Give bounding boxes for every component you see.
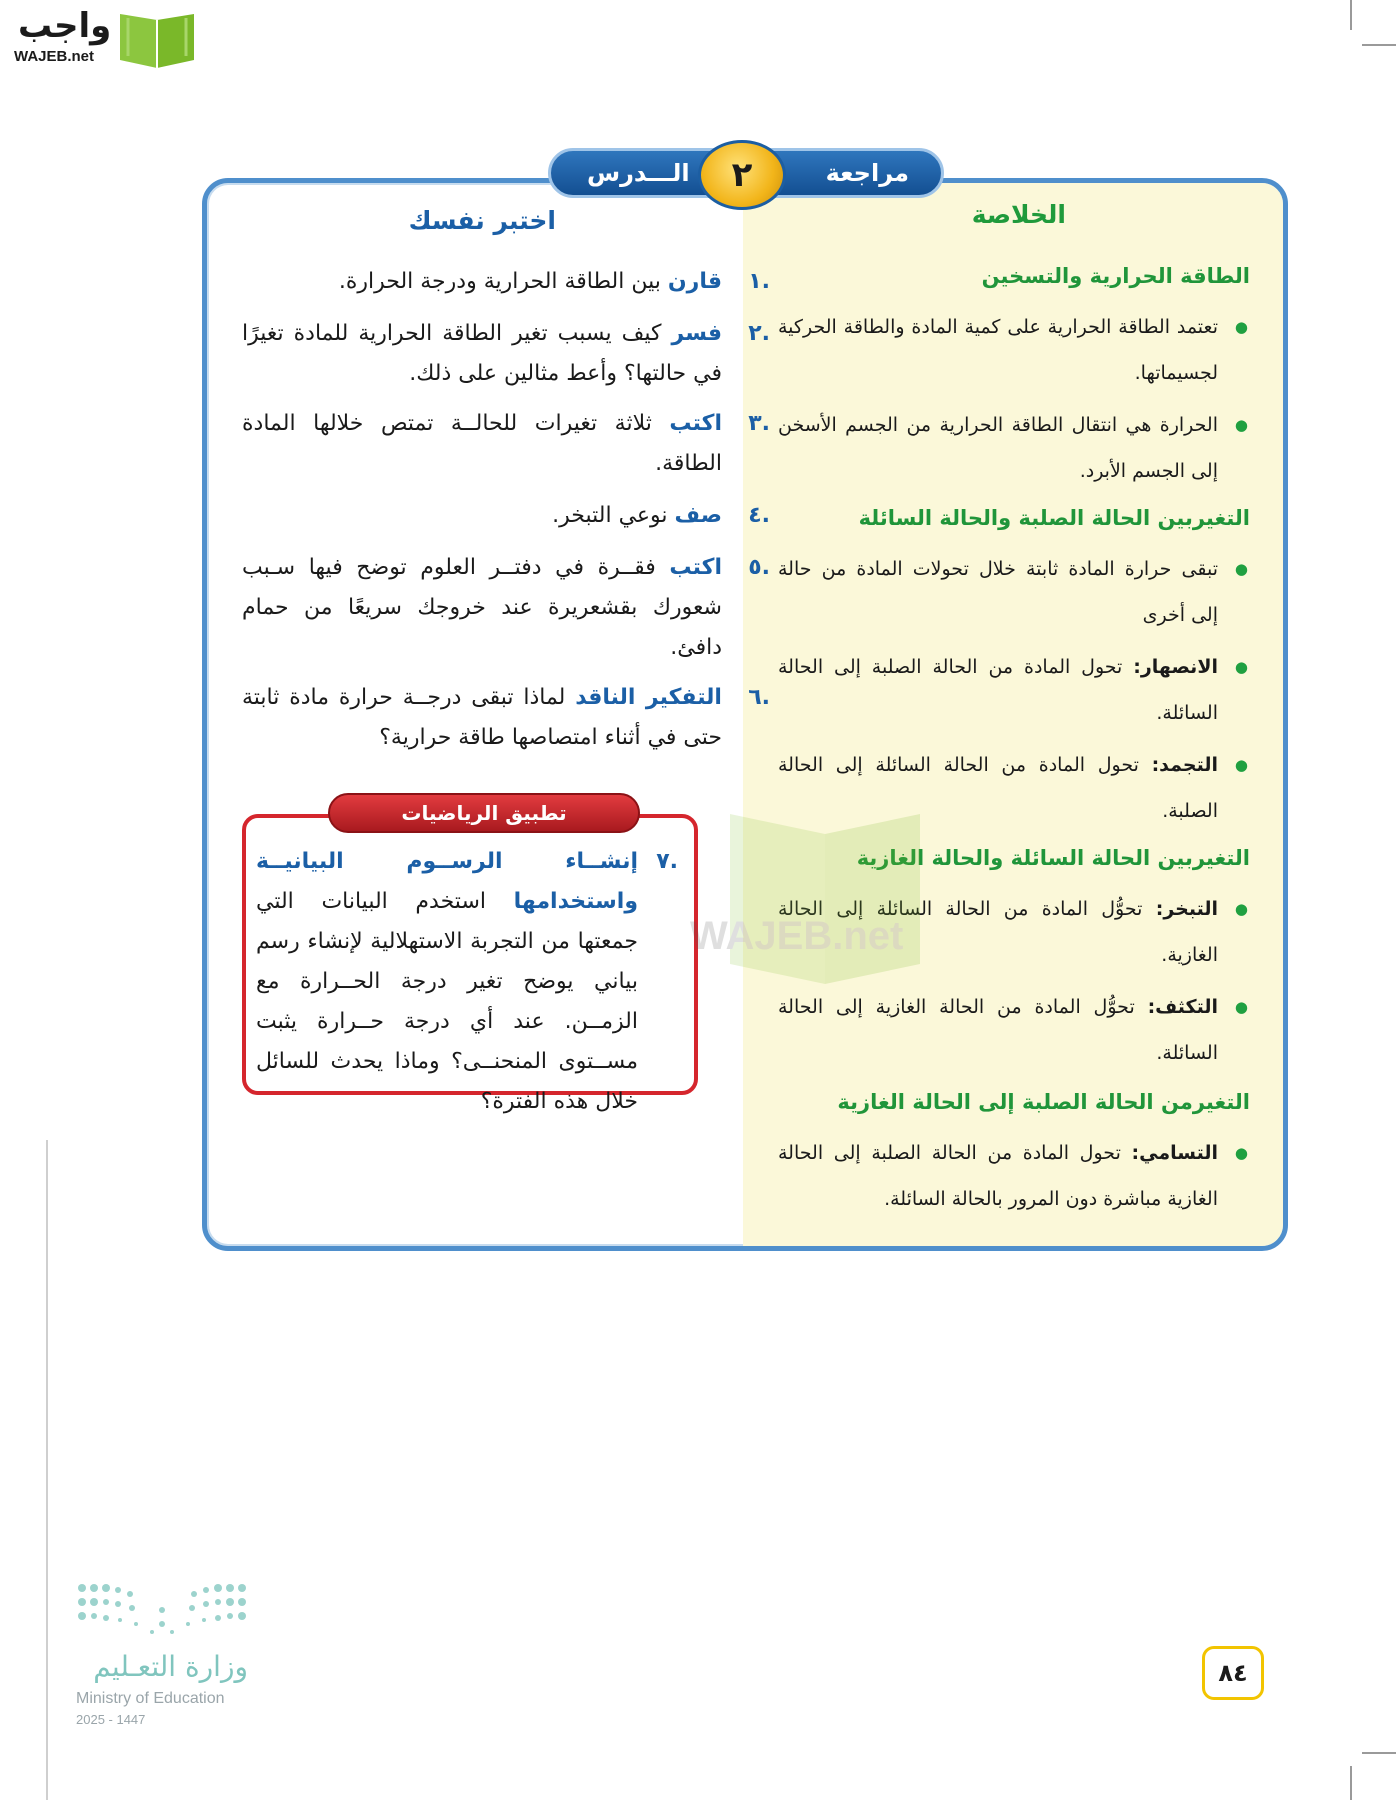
bullet-text: تحول المادة من الحالة السائلة إلى الحالة الصلبة.: [778, 754, 1218, 822]
bullet-text: تحول المادة من الحالة الصلبة إلى الحالة السائلة.: [778, 656, 1218, 724]
bullet-text: الحرارة هي انتقال الطاقة الحرارية من الجسم الأسخن إلى الجسم الأبرد.: [778, 414, 1218, 482]
crop-mark: [1362, 44, 1396, 46]
summary-heading: التغيربين الحالة الصلبة والحالة السائلة: [858, 506, 1250, 530]
bullet-text: تبقى حرارة المادة ثابتة خلال تحولات المادة من حالة إلى أخرى: [778, 558, 1218, 626]
summary-heading: التغيربين الحالة السائلة والحالة الغازية: [856, 846, 1250, 870]
crop-mark: [1350, 1766, 1352, 1800]
summary-bullet: [778, 984, 1218, 1076]
bullet-lead: التجمد:: [1151, 754, 1218, 776]
site-logo-arabic: واجب: [18, 6, 112, 46]
book-icon: [116, 10, 198, 68]
question-item: [242, 496, 770, 536]
question-number: .٤: [748, 503, 770, 528]
self-test-title: اختبر نفسك: [408, 206, 556, 235]
bullet-text: تعتمد الطاقة الحرارية على كمية المادة والطاقة الحركية لجسيماتها.: [778, 316, 1218, 384]
question-number: .٥: [748, 555, 770, 580]
crop-mark: [1350, 0, 1352, 30]
question-verb: التفكير الناقد: [575, 685, 722, 710]
crop-mark: [1362, 1752, 1396, 1754]
question-text: استخدم البيانات التي جمعتها من التجربة الاستهلالية لإنشاء رسم بياني يوضح تغير درجة الحــرارة مع الزمــن. عند أي درجة حــرارة يثبت مســتوى المنحنــى؟ وماذا يحدث للسائل خلال هذه الفترة؟: [256, 889, 638, 1114]
summary-heading: الطاقة الحرارية والتسخين: [981, 264, 1250, 288]
summary-heading: التغيرمن الحالة الصلبة إلى الحالة الغازية: [837, 1090, 1250, 1114]
bullet-text: تحوُّل المادة من الحالة الغازية إلى الحالة السائلة.: [778, 996, 1218, 1064]
question-item: [242, 262, 770, 302]
ministry-logo: [76, 1580, 256, 1730]
question-text: فقــرة في دفتــر العلوم توضح فيها سـبب شعورك بقشعريرة عند خروجك سريعًا من حمام دافئ.: [242, 555, 722, 660]
question-text: نوعي التبخر.: [552, 503, 668, 528]
question-verb: إنشــاء الرســوم البيانيــة واستخدامها: [256, 849, 638, 914]
question-text: لماذا تبقى درجــة حرارة مادة ثابتة حتى في أثناء امتصاصها طاقة حرارية؟: [242, 685, 722, 750]
question-text: كيف يسبب تغير الطاقة الحرارية للمادة تغيرًا في حالتها؟ وأعط مثالين على ذلك.: [242, 321, 722, 386]
question-verb: اكتب: [669, 555, 722, 580]
summary-bullet: [778, 304, 1218, 396]
question-verb: صف: [674, 503, 722, 528]
question-number: .٧: [656, 849, 678, 874]
header-lesson-label: الـــدرس: [587, 159, 690, 187]
bullet-lead: التسامي:: [1131, 1142, 1218, 1164]
lesson-number-badge: ٢: [698, 140, 786, 210]
question-item: [242, 678, 770, 758]
bullet-lead: التبخر:: [1155, 898, 1218, 920]
math-application-tab: تطبيق الرياضيات: [328, 793, 640, 833]
question-verb: فسر: [671, 321, 722, 346]
question-text: ثلاثة تغيرات للحالــة تمتص خلالها المادة الطاقة.: [242, 411, 722, 476]
math-question: [256, 842, 678, 1122]
question-item: [242, 404, 770, 484]
page-number: ٨٤: [1202, 1646, 1264, 1700]
question-number: .٦: [748, 685, 770, 710]
question-number: .١: [748, 269, 770, 294]
bullet-text: تحول المادة من الحالة الصلبة إلى الحالة الغازية مباشرة دون المرور بالحالة السائلة.: [778, 1142, 1218, 1210]
question-number: .٣: [748, 411, 770, 436]
question-verb: قارن: [667, 269, 722, 294]
bullet-lead: التكثف:: [1147, 996, 1218, 1018]
bullet-lead: الانصهار:: [1133, 656, 1218, 678]
ministry-emblem-icon: [76, 1580, 248, 1640]
question-item: [242, 314, 770, 394]
watermark: [690, 814, 950, 984]
ministry-english: Ministry of Education: [76, 1690, 225, 1707]
site-logo[interactable]: [10, 6, 200, 68]
question-number: .٢: [748, 321, 770, 346]
question-verb: اكتب: [669, 411, 722, 436]
summary-bullet: [778, 402, 1218, 494]
question-item: [242, 548, 770, 668]
summary-bullet: [778, 1130, 1218, 1222]
summary-bullet: [778, 546, 1218, 638]
crop-mark: [46, 1140, 48, 1800]
watermark-text: WAJEB.net: [690, 914, 904, 958]
question-text: بين الطاقة الحرارية ودرجة الحرارة.: [338, 269, 661, 294]
site-logo-latin: WAJEB.net: [14, 48, 95, 65]
summary-title: الخلاصة: [971, 200, 1066, 229]
ministry-year: 2025 - 1447: [76, 1712, 146, 1727]
ministry-arabic: وزارة التعـليم: [93, 1650, 248, 1683]
summary-bullet: [778, 644, 1218, 736]
header-review-label: مراجعة: [825, 159, 909, 187]
bullet-text: تحوُّل المادة من الحالة السائلة إلى الحالة الغازية.: [778, 898, 1218, 966]
